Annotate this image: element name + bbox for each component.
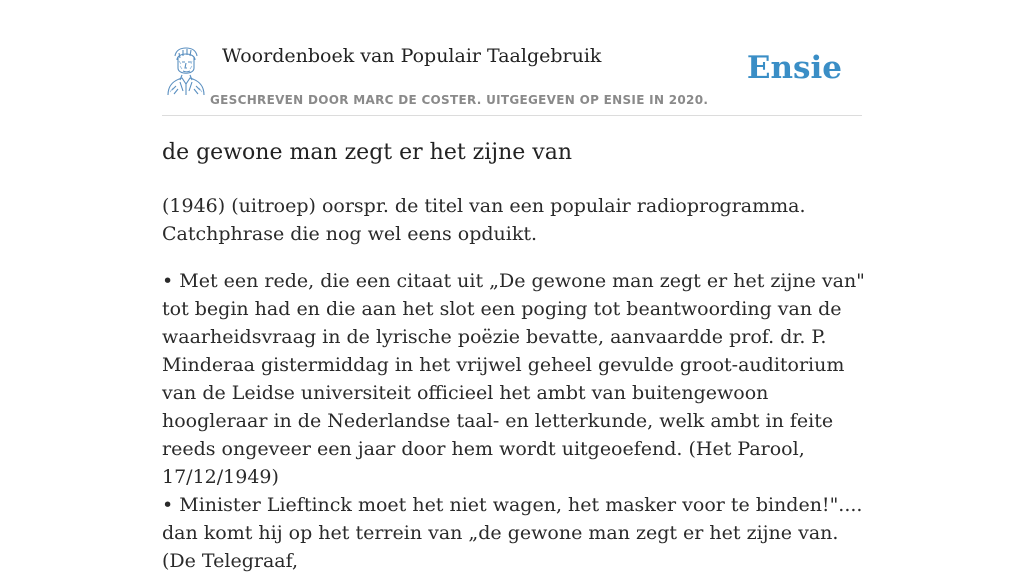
quote-item: • Met een rede, die een citaat uit „De gewone man zegt er het zijne van" tot begin had en die aan het slot een poging tot beantwoording van de waarheidsvraag in de lyrische poëzie bevatte, aanvaardde prof. dr. P. Minderaa gistermiddag in het vrijwel geheel gevulde groot-auditorium van de Leidse universiteit officieel het ambt van buitengewoon hoogleraar in de Nederlandse taal- en letterkunde, welk ambt in feite reeds ongeveer een jaar door hem wordt uitgeoefend. (Het Parool, 17/12/1949) bbox=[162, 270, 865, 488]
quote-item: • Minister Lieftinck moet het niet wagen, het masker voor te binden!".... dan komt hij op het terrein van „de gewone man zegt er het zijne van. (De Telegraaf, bbox=[162, 494, 863, 572]
ensie-logo-link[interactable]: Ensie bbox=[746, 50, 842, 86]
content bbox=[162, 0, 865, 572]
dictionary-header bbox=[162, 0, 862, 116]
entry-quotes bbox=[162, 267, 874, 575]
entry-definition: (1946) (uitroep) oorspr. de titel van een populair radioprogramma. Catchphrase die nog wel eens opduikt. bbox=[162, 195, 806, 245]
dictionary-title-link[interactable]: Woordenboek van Populair Taalgebruik bbox=[222, 45, 602, 67]
author-portrait-icon bbox=[164, 46, 208, 96]
entry-title: de gewone man zegt er het zijne van bbox=[162, 140, 573, 165]
author-byline: GESCHREVEN DOOR MARC DE COSTER. UITGEGEVEN OP ENSIE IN 2020. bbox=[210, 93, 709, 107]
